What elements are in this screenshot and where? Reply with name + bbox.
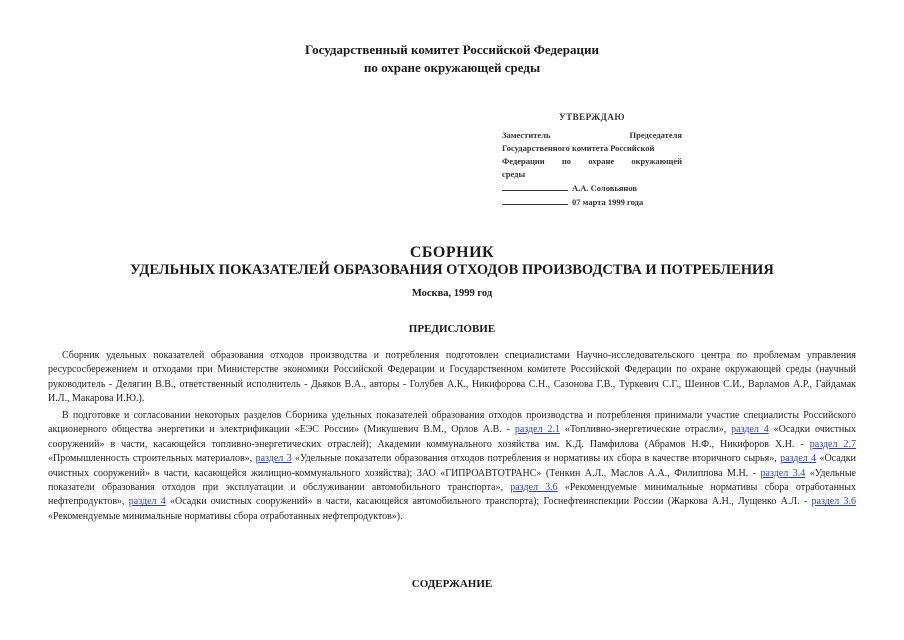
approval-signer-row	[502, 181, 682, 195]
document-subtitle: УДЕЛЬНЫХ ПОКАЗАТЕЛЕЙ ОБРАЗОВАНИЯ ОТХОДОВ ПРОИЗВОДСТВА И ПОТРЕБЛЕНИЯ	[130, 262, 774, 278]
city-year: Москва, 1999 год	[411, 288, 493, 299]
preface-p2-text: «Осадки очистных сооружений» в части, касающейся жилищно-коммунального хозяйства); ЗАО «ГИПРОАВТОТРАНС» (Тенкин А.Л., Маслов А.А., Филиппова М.Н. -	[48, 453, 856, 479]
date-line	[502, 195, 568, 205]
section-link[interactable]: раздел 2.7	[809, 438, 856, 450]
section-link[interactable]: раздел 3.4	[760, 467, 806, 479]
approval-date: 07 марта 1999 года	[572, 197, 644, 207]
preface-p2-text: «Удельные показатели образования отходов потребления и нормативы их сбора в качестве вторичного сырья»,	[291, 453, 781, 465]
approval-row-1	[502, 129, 682, 142]
approval-left-label: Заместитель	[502, 130, 551, 140]
signature-line	[502, 181, 568, 191]
organization-header	[0, 41, 904, 77]
preface-p2-text: «Удельные показатели образования отходов при эксплуатации и обслуживании автомобильного транспорта»,	[48, 467, 856, 494]
section-link[interactable]: раздел 2.1	[514, 424, 560, 436]
preface-p2-text: В подготовке и согласовании некоторых разделов Сборника удельных показателей образования отходов производства и потребления принимали участие специалисты Российского акционерного общества энергетики и электрификации «ЕЭС России» (Микушевич В.М., Орлов А.В. -	[48, 410, 856, 436]
preface-p2-text: «Промышленность строительных материалов»,	[48, 453, 256, 465]
approval-right-label: Председателя	[629, 130, 682, 140]
preface-heading: ПРЕДИСЛОВИЕ	[408, 323, 496, 335]
approval-word: охране	[588, 156, 615, 166]
approval-word: Федерации	[502, 156, 545, 166]
preface-p2-text: «Осадки очистных сооружений» в части, касающейся топливно-энергетических отраслей); Академии коммунального хозяйства им. К.Д. Памфилова (Абрамов Н.Ф., Никифоров Х.Н. -	[48, 424, 856, 450]
section-link[interactable]: раздел 4	[128, 496, 166, 508]
approval-heading: УТВЕРЖДАЮ	[558, 112, 626, 122]
document-title: СБОРНИК	[409, 244, 495, 261]
section-link[interactable]: раздел 3	[255, 453, 292, 465]
org-line-1: Государственный комитет Российской Федерации	[304, 42, 600, 57]
preface-p2-text: «Топливно-энергетические отрасли»,	[559, 424, 732, 436]
preface-p2-text: «Рекомендуемые минимальные нормативы сбора отработанных нефтепродуктов»).	[48, 510, 403, 522]
section-link[interactable]: раздел 3.6	[510, 482, 558, 494]
approval-line-2: Государственного комитета Российской	[502, 143, 655, 153]
approval-row-3	[502, 155, 682, 168]
preface-paragraph-1	[48, 349, 856, 407]
section-link[interactable]: раздел 3.6	[811, 496, 856, 508]
section-link[interactable]: раздел 4	[731, 424, 769, 436]
section-link[interactable]: раздел 4	[780, 453, 817, 465]
approval-signer: А.А. Соловьянов	[572, 183, 637, 193]
org-line-2: по охране окружающей среды	[363, 60, 541, 75]
approval-block	[502, 111, 682, 209]
preface-paragraph-2	[48, 409, 856, 524]
preface-p2-text: «Рекомендуемые минимальные нормативы сбора отработанных нефтепродуктов»,	[48, 482, 856, 508]
preface-p1-text: Сборник удельных показателей образования отходов производства и потребления подготовлен специалистами Научно-исследовательского центра по проблемам управления ресурсосбережением и отходами при Министерстве экономики Российской Федерации и Государственном комитете Российской Федерации по охране окружающей среды (научный руководитель - Делягин В.В., ответственный исполнитель - Дьяков В.А., авторы - Голубев А.К., Никифорова С.Н., Сазонова Г.В., Туркевич С.Г., Шеинов С.И., Варламов А.Р., Гайдамак И.Л., Макарова И.Ю.).	[48, 350, 856, 405]
contents-heading: СОДЕРЖАНИЕ	[411, 578, 493, 590]
preface-p2-text: «Осадки очистных сооружений» в части, касающейся автомобильного транспорта); Госнефтеинспекции России (Жаркова А.Н., Лущенко А.Л. -	[165, 496, 812, 508]
approval-word: окружающей	[631, 156, 682, 166]
approval-line-4: среды	[502, 169, 526, 179]
approval-date-row	[502, 195, 682, 209]
approval-word: по	[561, 156, 572, 166]
